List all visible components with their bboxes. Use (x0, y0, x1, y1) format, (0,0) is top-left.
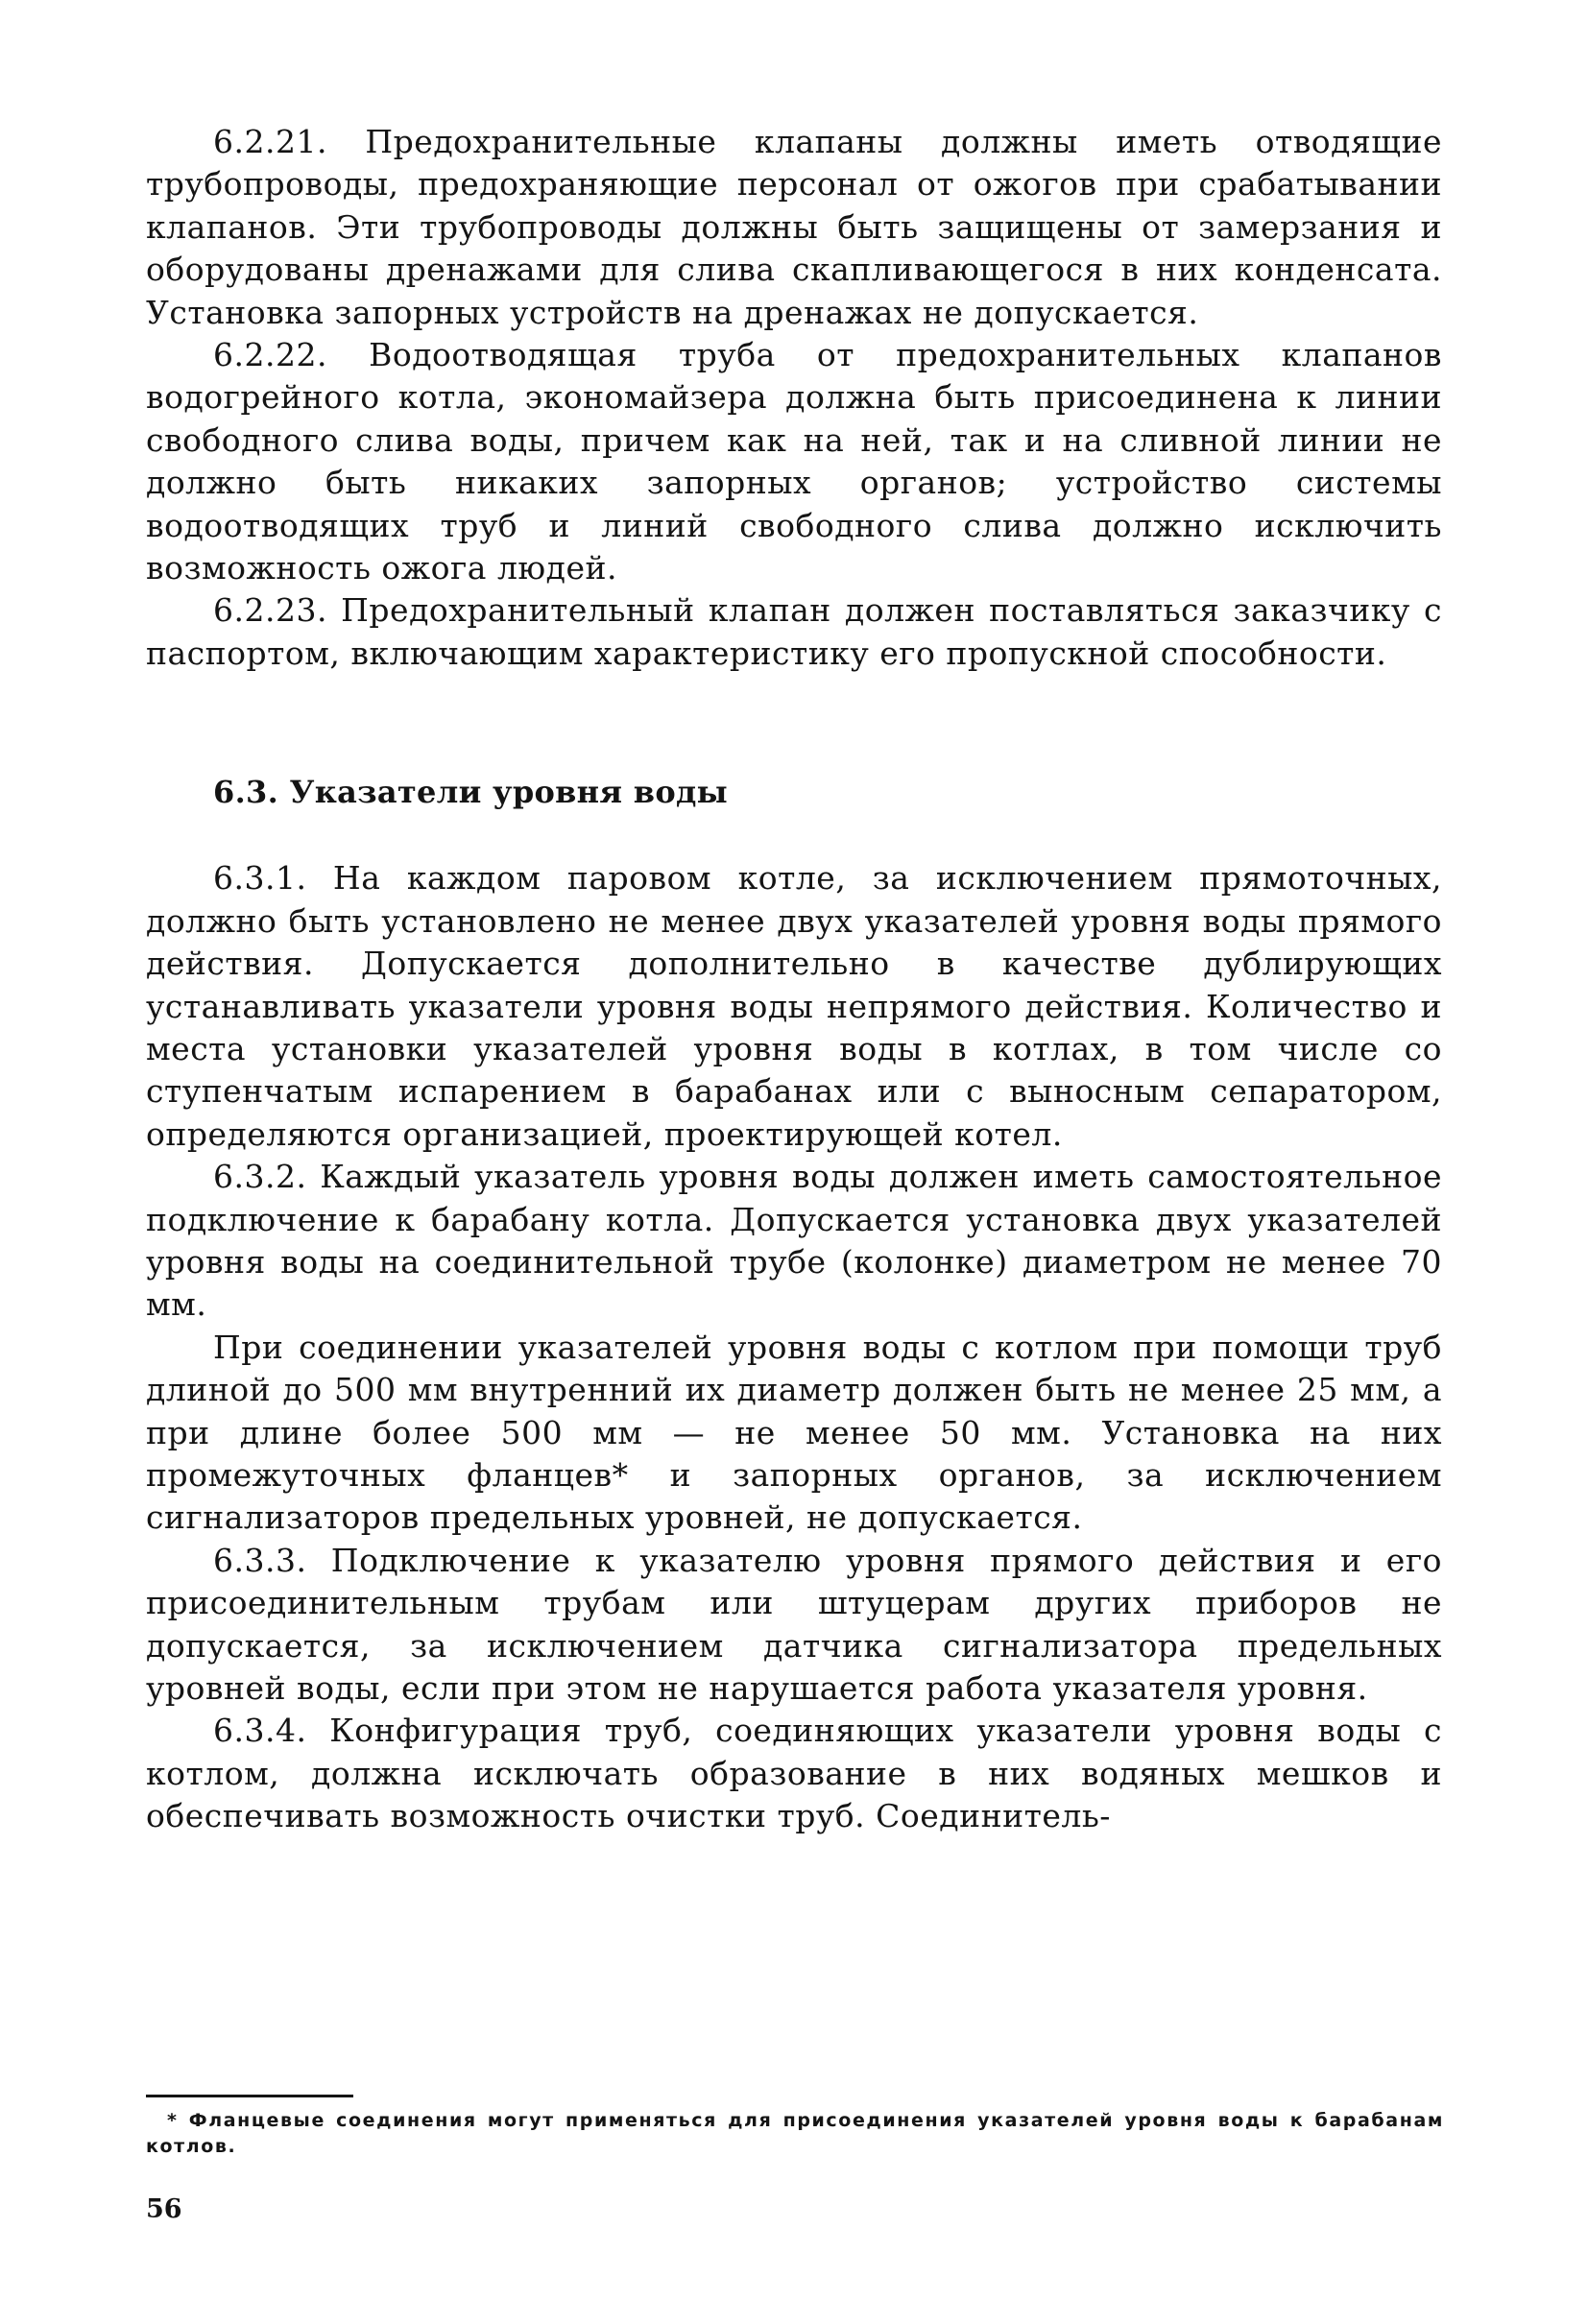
paragraph-pipe-connection: При соединении указателей уровня воды с котлом при помощи труб длиной до 500 мм внутренний их диаметр должен быть не менее 25 мм, а при длине более 500 мм — не менее 50 мм. Установка на них промежуточных фланцев* и запорных органов, за исключением сигнализаторов предельных уровней, не допускается. (146, 1328, 1442, 1537)
paragraph-6-3-2: 6.3.2. Каждый указатель уровня воды должен иметь самостоятельное подключение к барабану котла. Допускается установка двух указателей уровня воды на соединительной трубе (колонке) диаметром не менее 70 мм. (146, 1158, 1442, 1324)
footnote: * Фланцевые соединения могут применяться для присоединения указателей уровня воды к барабанам котлов. (146, 2110, 1444, 2157)
page-body (146, 121, 1442, 1838)
footnote-divider (146, 2095, 353, 2097)
paragraph-6-2-22: 6.2.22. Водоотводящая труба от предохранительных клапанов водогрейного котла, экономайзера должна быть присоединена к линии свободного слива воды, причем как на ней, так и на сливной линии не должно быть никаких запорных органов; устройство системы водоотводящих труб и линий свободного слива должно исключить возможность ожога людей. (146, 336, 1442, 587)
paragraph-6-2-21: 6.2.21. Предохранительные клапаны должны иметь отводящие трубопроводы, предохраняющие персонал от ожогов при срабатывании клапанов. Эти трубопроводы должны быть защищены от замерзания и оборудованы дренажами для слива скапливающегося в них конденсата. Установка запорных устройств на дренажах не допускается. (146, 123, 1442, 331)
paragraph-6-3-3: 6.3.3. Подключение к указателю уровня прямого действия и его присоединительным трубам или штуцерам других приборов не допускается, за исключением датчика сигнализатора предельных уровней воды, если при этом не нарушается работа указателя уровня. (146, 1541, 1442, 1707)
paragraph-6-3-4: 6.3.4. Конфигурация труб, соединяющих указатели уровня воды с котлом, должна исключать образование в них водяных мешков и обеспечивать возможность очистки труб. Соединитель- (146, 1712, 1442, 1835)
paragraph-6-3-1: 6.3.1. На каждом паровом котле, за исключением прямоточных, должно быть установлено не менее двух указателей уровня воды прямого действия. Допускается дополнительно в качестве дублирующих устанавливать указатели уровня воды непрямого действия. Количество и места установки указателей уровня воды в котлах, в том числе со ступенчатым испарением в барабанах или с выносным сепаратором, определяются организацией, проектирующей котел. (146, 859, 1442, 1153)
section-heading: 6.3. Указатели уровня воды (213, 774, 728, 811)
paragraph-6-2-23: 6.2.23. Предохранительный клапан должен поставляться заказчику с паспортом, включающим характеристику его пропускной способности. (146, 591, 1442, 672)
page-number: 56 (146, 2194, 182, 2224)
